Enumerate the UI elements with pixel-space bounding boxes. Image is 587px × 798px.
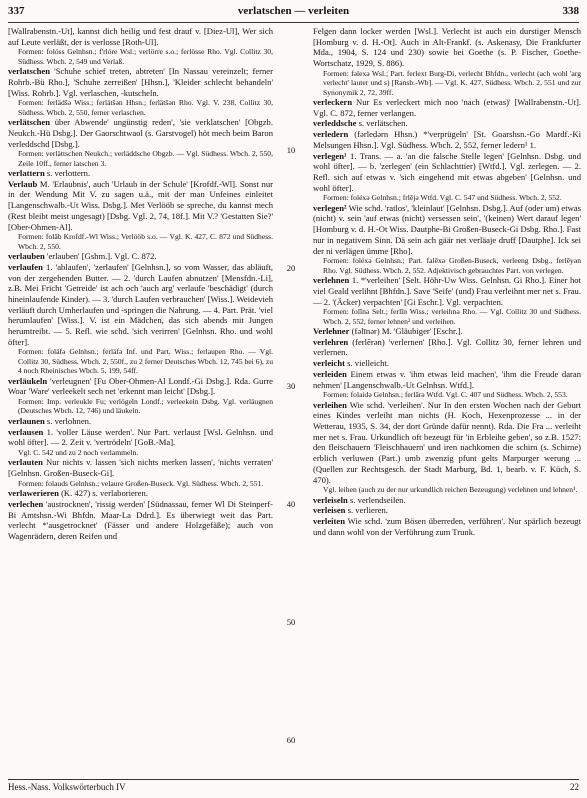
line-number: 30 — [286, 381, 296, 391]
headword: verledern — [313, 129, 349, 140]
entry-text: Nur Es verleckert mich noo 'nach (etwas)' [Wallrabenstn.-Ut]. Vgl. C. 872, ferner verlangen. — [313, 97, 581, 118]
headword: verlätschen — [8, 117, 51, 128]
headword: verleckern — [313, 97, 353, 108]
dictionary-entry — [8, 427, 273, 448]
dictionary-entry — [8, 499, 273, 542]
entry-text: M. 'Erlaubnis', auch 'Urlaub in der Schule' [Krofdf.-Wl]. Sonst nur in der Wendung Mit V. zu sagen u.ä., mit der man Unfeines einleitet [Langenschwalb.-Ut Wiss. Dsbg.]. Met Verlööb se spreche, du kannst mech (Rest bleibt meist ungesagt) [Dsbg. Vgl. 2, 74, 18f.]. Mit V.? 'Gestatten Sie?' [Ober-Ohmen-Al]. — [8, 178, 273, 232]
line-number: 60 — [286, 735, 296, 745]
headword: verlawerieren — [8, 488, 59, 499]
headword: verleisen — [313, 505, 346, 516]
entry-text: Wie schd. 'ratlos', 'kleinlaut' [Gelnhsn. Dsbg.]. Auf (oder um) etwas (nicht) v. sein 'auf etwas (nicht) versessen sein', '(keinen) Wert darauf legen' [Homburg v. d. H.-Ot Wiss. Dautphe-Bi Großen-Buseck-Gi Dsbg. Rho.]. Fast nur in negativem Sinn. Dä sein ach gäär net verläaje druff [Dautphe]. Ick sei der ni verlägen ümme [Rho]. — [313, 202, 581, 256]
entry-text: (ferlērən) 'verlernen' [Rho.]. Vgl. Collitz 30, ferner lehren und verlernen. — [313, 336, 582, 358]
entry-text: Nur nichts v. lassen 'sich nichts merken lassen', 'nichts verraten' [Gelnhsn. Großen-Buseck-Gi]. — [8, 457, 273, 479]
dictionary-entry — [313, 495, 581, 506]
headword: verleiseln — [313, 494, 348, 505]
headword: verlehnen — [313, 275, 350, 286]
headword: Verlehner — [313, 326, 350, 337]
dictionary-entry — [313, 97, 581, 118]
dictionary-entry — [313, 358, 581, 369]
dictionary-entry — [8, 488, 273, 499]
headword: verleihen — [313, 399, 347, 410]
entry-forms-note: Formen: verlättschen Neukch.; verläddsche Obgzb. — Vgl. Südhess. Wbch. 2, 550, Zeile 10ff., ferner latschen 3. — [18, 149, 273, 168]
dictionary-entry — [313, 151, 581, 194]
line-number: 20 — [286, 263, 296, 273]
entry-forms-note: Formen: foléxə Gelnhsn.; frlējə Wtfd. Vgl. C. 547 und Südhess. Wbch. 2, 552. — [323, 193, 562, 203]
headword: verleiten — [313, 516, 345, 527]
dictionary-entry — [313, 516, 581, 537]
dictionary-entry — [8, 251, 273, 262]
entry-text: Einem etwas v. 'ihm etwas leid machen', 'ihm die Freude daran nehmen' [Langenschwalb.-Ut Gelnhsn. Wtfd.]. — [313, 368, 581, 390]
entry-forms-note: Formen: Imp. verleukle Fu; verlögeln Londf.; verleekeln Dsbg. Vgl. verläugnen (Deutsches Wbch. 12, 746) und läukeln. — [18, 397, 273, 416]
entry-text: 1. 'ablaufen', 'zerlaufen' [Gelnhsn.], so vom Wasser, das abläuft, von der zergehenden Butter. — 2. 'durch Laufen abnutzen' [Mensfdn.-Li], z.B. Mei Fricht 'Getreide' ist ach och 'auch arg' verlaufe 'beschädigt' (durch hineinlaufende Kinder). — 3. 'durch Laufen verbrauchen' [Wiss.]. Weidevieh verläuft durch Umherlaufen und -springen die Nahrung. — 4. Part. Prät. 'viel herumlaufen' [Wiss.]. V. ist ein Mädchen, das sich abends mit Jungen herumtreibt. — 5. Refl. wie schd. 'sich verirren' [Gelnhsn. Rho. und wohl öfter]. — [8, 261, 273, 347]
dictionary-entry — [8, 376, 273, 397]
entry-text: s. verlottern. — [46, 168, 91, 179]
headword: verlegen¹ — [313, 150, 347, 161]
headword: verlegen² — [313, 202, 347, 213]
entry-text: (fərleḍərn Hhsn.) *'verprügeln' [St. Goarshsn.-Go Mardf.-Ki Melsungen Hhsn.]. Vgl. Südhess. Wbch. 2, 552, ferner ledern¹ 1. — [313, 129, 581, 150]
entry-text: (fəlīnər) M. 'Gläubiger' [Eschr.]. — [351, 326, 463, 337]
footer-title: Hess.-Nass. Volkswörterbuch IV — [8, 782, 126, 792]
dictionary-entry — [313, 400, 581, 486]
entry-text: 1. *'verleihen' [Selt. Höhr-Uw Wiss. Gelnhsn. Gi Rho.]. Einer hot viel Geald verlihnt [Bhfdn.]. Save 'Seife' (und) Frau verleihnt mer net s. Frau. — 2. '(Äcker) verpachten' [Gi Eschr.]. Vgl. verpachten. — [313, 275, 581, 307]
entry-forms-note: Formen: folāb Krofdf.-Wl Wiss.; Verlööb s.o. — Vgl. K. 427, C. 872 und Südhess. Wbch. 2, 550. — [18, 232, 273, 251]
entry-text: s. verlendseilen. — [350, 494, 406, 505]
headword: verlehren — [313, 336, 349, 347]
footer-page-number: 22 — [570, 782, 579, 792]
page-header — [8, 5, 579, 21]
headword: verleicht — [313, 358, 345, 369]
entry-forms-note: Formen: folauds Gelnhsn.; velaure Großen-Buseck. Vgl. Südhess. Wbch. 2, 551. — [18, 478, 264, 488]
entry-text: 'verleugnen' [Fu Ober-Ohmen-Al Londf.-Gi Dsbg.]. Rda. Gurre Woar 'Ware' verleekelt sech net 'erkennt man leicht' [Dsbg.]. — [8, 375, 273, 397]
line-number: 50 — [286, 617, 296, 627]
right-column — [313, 26, 581, 537]
headword: verlauben — [8, 251, 45, 262]
entry-text: s. verlieren. — [347, 505, 388, 516]
headword: verlattern — [8, 168, 45, 179]
dictionary-entry — [8, 26, 273, 47]
dictionary-entry — [8, 168, 273, 179]
headword: verleiden — [313, 368, 347, 379]
dictionary-entry — [313, 369, 581, 390]
dictionary-entry — [8, 262, 273, 348]
headword: verlaunen — [8, 415, 45, 426]
dictionary-entry — [313, 26, 581, 69]
entry-text: 'erlauben' [Gshm.]. Vgl. C. 872. — [46, 251, 157, 262]
left-page-number: 337 — [8, 5, 25, 17]
page-footer — [8, 779, 579, 794]
dictionary-entry — [8, 457, 273, 478]
entry-text: s. vielleicht. — [347, 358, 389, 369]
dictionary-entry — [313, 203, 581, 257]
entry-text: 1. Trans. — a. 'an die falsche Stelle legen' [Gelnhsn. Dsbg. und wohl öfter]. — b. 'zerlegen' (ein Schlachttier) [Wtfd.]. Vgl. zerlegen. — 2. Refl. sich auf etwas v. 'sich eingehend mit etwas abgeben' [Gelnhsn. und wohl öfter]. — [313, 150, 581, 193]
headword: verlauten — [8, 457, 43, 468]
entry-forms-note: Formen: foléxə Gelnhsn.; Part. falēxə Großen-Buseck, verleeng Dsbg., ferlēyən Rho. Vgl. Südhess. Wbch. 2, 552. Adjektivisch gebrauchtes Part. von verlegen. — [323, 256, 581, 275]
headword: verläukeln — [8, 375, 48, 386]
entry-forms-note: Vgl. leihen (auch zu der nur urkundlich reichen Bezeugung) verlehnen und lehnen¹. — [323, 485, 578, 495]
entry-text: 1. 'voller Läuse werden'. Nur Part. verlaust [Wsl. Gelnhsn. und wohl öfter]. — 2. Zeit v. 'vertrödeln' [GoB.-Ma]. — [8, 426, 273, 448]
entry-text: s. verlätschen. — [358, 118, 408, 129]
entry-text: Wie schd. 'verleihen'. Nur In den ersten Wochen nach der Geburt eines Kindes verleiht man nichts (H. Koch, Hexenprozesse ... in der Wetterau, 1935, S. 34, der dort Gründe dafür nennt). Rda. Die Fra ... verleiht mer net s. Frau. Urkundlich oft bezeugt für 'in Erbleihe geben', so z.B. 1527: den fleischauern 'Fleischhauern' und iren nachkomen die schirn (s. Schirne) erblich verluwen (Part.) umb zwenzig pfunt gelts Marpurger werung ... (Quellen zur Rechtsgesch. der Stadt Marburg, Bd. 1, bearb. v. F. Küch, S. 470). — [313, 399, 581, 485]
headword: verlechen — [8, 498, 44, 509]
page-title: verlatschen — verleiten — [237, 5, 350, 17]
line-number: 40 — [286, 499, 296, 509]
dictionary-entry — [313, 326, 581, 337]
entry-text: Wie schd. 'zum Bösen überreden, verführen'. Nur spärlich bezeugt und dann wohl von der Verführung zum Trunk. — [313, 516, 581, 537]
entry-forms-note: Formen: ferlädšə Wiss.; ferlätšən Hhsn.; ferlätšən Rho. Vgl. V. 238, Collitz 30, Südhess. Wbch. 2, 550, ferner verlaschen. — [18, 98, 273, 117]
entry-forms-note: Formen: folīnə Selt.; ferlīn Wiss.; verleihnə Rho. — Vgl. Collitz 30 und Südhess. Wbch. 2, 552, ferner lehnen² und verleihen. — [323, 307, 581, 326]
header-rule — [8, 22, 579, 23]
dictionary-entry — [8, 117, 273, 149]
dictionary-entry — [313, 505, 581, 516]
entry-forms-note: Formen: foläfə Gelnhsn.; ferläfə Inf. und Part. Wiss.; ferlaupen Rho. — Vgl. Collitz 30, Südhess. Wbch. 2, 550f., zu 2 ferner Deutsches Wbch. 12, 745 bei 6), zu 4 noch Rheinisches Wbch. 5, 199, 54ff. — [18, 347, 273, 376]
dictionary-entry — [8, 179, 273, 233]
dictionary-entry — [8, 416, 273, 427]
entry-forms-note: Vgl. C. 542 und zu 2 noch verlammeln. — [18, 447, 139, 457]
headword: verlausen — [8, 426, 44, 437]
entry-text: 'austrocknen', 'rissig werden' [Südnassau, ferner Wl Di Steinperf-Bi Amtshsn.-Wi Bhfdn. Maar-La Ddrd.]. Es überwiegt weit das Part. verlecht *'ausgetrocknet' (Fässer und andere Holzgefäße); auch von Wagenrädern, deren Reifen und — [8, 498, 274, 541]
entry-forms-note: Formen: fəlexə Wsl.; Part. ferlext Burg-Di, verlecht Bhfdn., verlecht (ach wohl 'arg verlecht' lauter und s) [Ransb.-Wb]. — Vgl. K. 427, Südhess. Wbch. 2, 551 und zur Synonymik 2, 72, 39ff. — [323, 68, 581, 97]
dictionary-entry — [313, 275, 581, 307]
entry-text: [Wallrabenstn.-Ut], kannst dich heilig und fest drauf v. [Diez-Ul], Wer sich auf Leute verläßt, der is verlosse [Roth-Ul]. — [8, 26, 273, 47]
entry-text: über Abwende' ungünstig reden', 'sie verklatschen' [Obgzb. Neukch.-Hü Dsbg.]. Der Gaorschtwaol (s. Garstvogel) höt mech beim Baron verleddschd [Dsbg.]. — [8, 117, 273, 149]
left-column — [8, 26, 273, 542]
right-page-number: 338 — [562, 5, 579, 17]
headword: Verlaub — [8, 178, 38, 189]
entry-text: s. verlohnen. — [46, 415, 92, 426]
dictionary-entry — [313, 337, 581, 358]
entry-text: (K. 427) s. verlaborieren. — [61, 488, 148, 499]
entry-forms-note: Formen: folaidə Gelnhsn.; ferlārə Wtfd. Vgl. C. 407 und Südhess. Wbch. 2, 553. — [323, 390, 568, 400]
entry-text: Felgen dann locker werden [Wsl.]. Verlecht ist auch ein durstiger Mensch [Homburg v. d. H.-Ot]. Auch in Alt-Frankf. (s. Askenasy, Die Frankfurter Mda., 1904, S. 124 und 230) sowie bei Goethe (s. P. Fischer, Goethe-Wortschatz, 1929, S. 886). — [313, 26, 581, 69]
dictionary-entry — [8, 66, 273, 98]
line-number: 10 — [286, 145, 296, 155]
headword: verleddsche — [313, 118, 357, 129]
dictionary-entry — [313, 129, 581, 150]
entry-forms-note: Formen: folóss Gelnhsn.; f'rlóre Wsl.; verlörre s.o.; ferlösse Rho. Vgl. Collitz 30, Südhess. Wbch. 2, 549 und Verlaß. — [18, 47, 273, 66]
dictionary-entry — [313, 118, 581, 129]
headword: verlatschen — [8, 66, 51, 77]
headword: verlaufen — [8, 261, 43, 272]
entry-text: 'Schuhe schief treten, abtreten' [In Nassau vereinzelt; ferner Rohrb.-Bü Rho.], 'Schuhe zerreißen' [Hhsn.], 'Kleider schlecht behandeln' [Wiss. Rohrb.]. Vgl. verlaschen, -kutscheln. — [8, 66, 273, 98]
